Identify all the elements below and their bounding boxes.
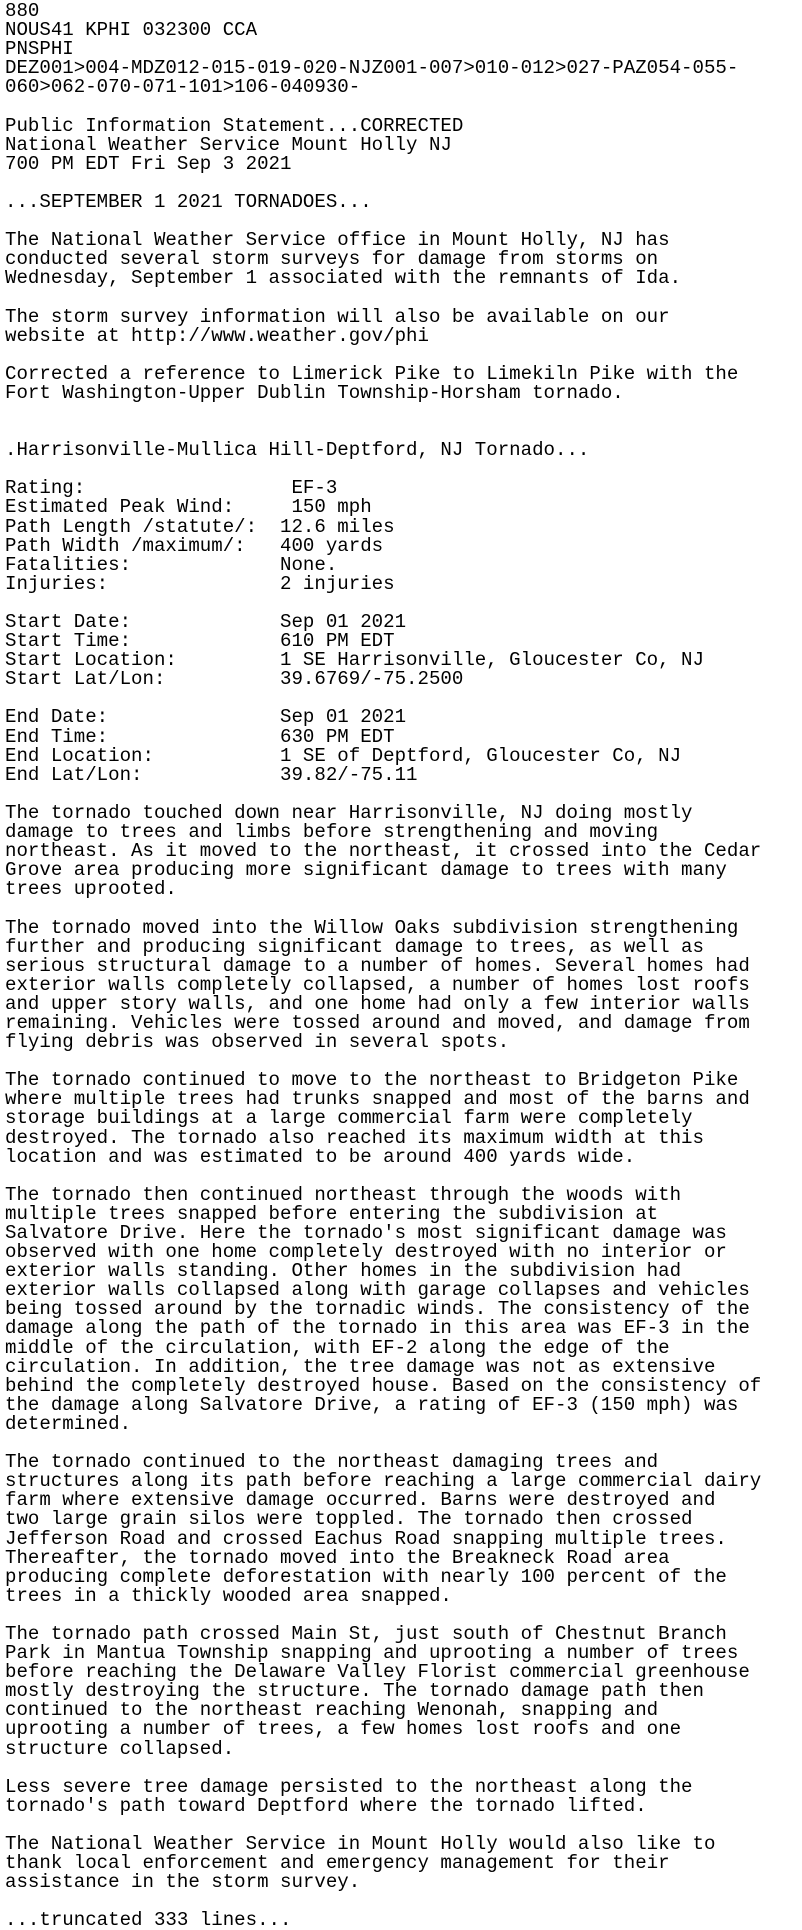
text-line: Jefferson Road and crossed Eachus Road snapping multiple trees. (5, 1527, 727, 1550)
blank-line (5, 288, 800, 307)
text-line: Public Information Statement...CORRECTED (5, 114, 464, 137)
text-line: The tornado touched down near Harrisonville, NJ doing mostly (5, 801, 693, 824)
text-line: Park in Mantua Township snapping and uprooting a number of trees (5, 1642, 739, 1665)
blank-line (5, 346, 800, 365)
text-line: northeast. As it moved to the northeast, it crossed into the Cedar (5, 840, 762, 863)
text-line: Path Length /statute/: 12.6 miles (5, 515, 395, 538)
text-line: Thereafter, the tornado moved into the Breakneck Road area (5, 1546, 670, 1569)
text-line: exterior walls standing. Other homes in the subdivision had (5, 1260, 682, 1283)
text-line: The tornado path crossed Main St, just south of Chestnut Branch (5, 1622, 727, 1645)
text-line: Wednesday, September 1 associated with the remnants of Ida. (5, 267, 682, 290)
text-line: structures along its path before reaching a large commercial dairy (5, 1470, 762, 1493)
text-line: PNSPHI (5, 38, 74, 61)
text-line: the damage along Salvatore Drive, a rating of EF-3 (150 mph) was (5, 1393, 739, 1416)
text-line: ...SEPTEMBER 1 2021 TORNADOES... (5, 190, 372, 213)
text-line: producing complete deforestation with nearly 100 percent of the (5, 1565, 727, 1588)
text-line: Start Time: 610 PM EDT (5, 630, 395, 653)
text-line: continued to the northeast reaching Wenonah, snapping and (5, 1699, 659, 1722)
text-line: and upper story walls, and one home had only a few interior walls (5, 992, 750, 1015)
blank-line (5, 97, 800, 116)
text-line: Start Location: 1 SE Harrisonville, Gloucester Co, NJ (5, 649, 704, 672)
text-line: End Lat/Lon: 39.82/-75.11 (5, 763, 418, 786)
text-line: Salvatore Drive. Here the tornado's most significant damage was (5, 1222, 727, 1244)
text-line: ...truncated 333 lines... (5, 1909, 292, 1930)
text-line: DEZ001>004-MDZ012-015-019-020-NJZ001-007>010-012>027-PAZ054-055- (5, 57, 739, 80)
text-line: Fatalities: None. (5, 553, 338, 576)
text-line: two large grain silos were toppled. The tornado then crossed (5, 1508, 693, 1531)
text-line: further and producing significant damage to trees, as well as (5, 935, 704, 958)
text-line: Less severe tree damage persisted to the northeast along the (5, 1775, 693, 1798)
text-line: Start Lat/Lon: 39.6769/-75.2500 (5, 668, 464, 691)
text-line: The storm survey information will also be available on our (5, 305, 670, 328)
text-line: The tornado moved into the Willow Oaks subdivision strengthening (5, 916, 739, 939)
text-line: exterior walls collapsed along with garage collapses and vehicles (5, 1279, 750, 1302)
text-line: Path Width /maximum/: 400 yards (5, 534, 384, 557)
text-line: Injuries: 2 injuries (5, 572, 395, 595)
text-line: The tornado continued to the northeast damaging trees and (5, 1451, 659, 1474)
text-line: Fort Washington-Upper Dublin Township-Horsham tornado. (5, 381, 624, 404)
text-line: National Weather Service Mount Holly NJ (5, 133, 452, 156)
text-line: damage along the path of the tornado in this area was EF-3 in the (5, 1317, 750, 1340)
text-line: 880 (5, 2, 40, 22)
text-line: Estimated Peak Wind: 150 mph (5, 496, 372, 519)
text-line: The tornado continued to move to the northeast to Bridgeton Pike (5, 1069, 739, 1092)
text-line: observed with one home completely destroyed with no interior or (5, 1241, 727, 1264)
text-line: being tossed around by the tornadic winds. The consistency of the (5, 1298, 750, 1321)
blank-line (5, 899, 800, 918)
text-line: NOUS41 KPHI 032300 CCA (5, 19, 258, 42)
text-line: before reaching the Delaware Valley Florist commercial greenhouse (5, 1661, 750, 1684)
text-line: trees uprooted. (5, 878, 177, 901)
text-line: 700 PM EDT Fri Sep 3 2021 (5, 152, 292, 175)
text-line: trees in a thickly wooded area snapped. (5, 1584, 452, 1607)
text-line: determined. (5, 1412, 132, 1435)
text-line: thank local enforcement and emergency management for their (5, 1852, 670, 1875)
blank-line (5, 1759, 800, 1778)
text-line: serious structural damage to a number of homes. Several homes had (5, 954, 750, 977)
text-line: Corrected a reference to Limerick Pike to Limekiln Pike with the (5, 362, 739, 385)
text-line: End Date: Sep 01 2021 (5, 706, 407, 729)
text-line: location and was estimated to be around 400 yards wide. (5, 1145, 636, 1168)
text-line: assistance in the storm survey. (5, 1871, 361, 1894)
text-line: The tornado then continued northeast through the woods with (5, 1183, 682, 1206)
blank-line (5, 403, 800, 422)
text-line: End Time: 630 PM EDT (5, 725, 395, 748)
text-line: tornado's path toward Deptford where the tornado lifted. (5, 1794, 647, 1817)
text-line: farm where extensive damage occurred. Barns were destroyed and (5, 1489, 716, 1512)
text-line: The National Weather Service in Mount Holly would also like to (5, 1833, 716, 1855)
text-line: mostly destroying the structure. The tornado damage path then (5, 1680, 704, 1703)
text-line: 060>062-070-071-101>106-040930- (5, 76, 361, 99)
text-line: circulation. In addition, the tree damage was not as extensive (5, 1355, 716, 1378)
text-line: damage to trees and limbs before strengthening and moving (5, 821, 659, 844)
text-line: remaining. Vehicles were tossed around and moved, and damage from (5, 1011, 750, 1034)
text-line: multiple trees snapped before entering the subdivision at (5, 1202, 659, 1225)
text-line: destroyed. The tornado also reached its maximum width at this (5, 1126, 704, 1149)
blank-line (5, 1167, 800, 1186)
text-line: storage buildings at a large commercial farm were completely (5, 1107, 693, 1130)
text-line: The National Weather Service office in Mount Holly, NJ has (5, 229, 670, 252)
product-text (5, 2, 800, 1930)
text-line: flying debris was observed in several spots. (5, 1031, 510, 1054)
text-line: End Location: 1 SE of Deptford, Gloucester Co, NJ (5, 744, 682, 767)
text-line: exterior walls completely collapsed, a number of homes lost roofs (5, 973, 750, 996)
text-line: where multiple trees had trunks snapped and most of the barns and (5, 1088, 750, 1111)
text-line: uprooting a number of trees, a few homes lost roofs and one (5, 1718, 682, 1741)
text-line: Grove area producing more significant damage to trees with many (5, 859, 727, 882)
text-line: conducted several storm surveys for damage from storms on (5, 248, 659, 271)
text-line: Start Date: Sep 01 2021 (5, 611, 407, 633)
text-line: website at http://www.weather.gov/phi (5, 324, 429, 347)
text-line: structure collapsed. (5, 1737, 235, 1760)
text-line: middle of the circulation, with EF-2 along the edge of the (5, 1336, 670, 1359)
text-line: .Harrisonville-Mullica Hill-Deptford, NJ Tornado... (5, 439, 590, 462)
text-line: behind the completely destroyed house. Based on the consistency of (5, 1374, 762, 1397)
text-line: Rating: EF-3 (5, 477, 338, 500)
